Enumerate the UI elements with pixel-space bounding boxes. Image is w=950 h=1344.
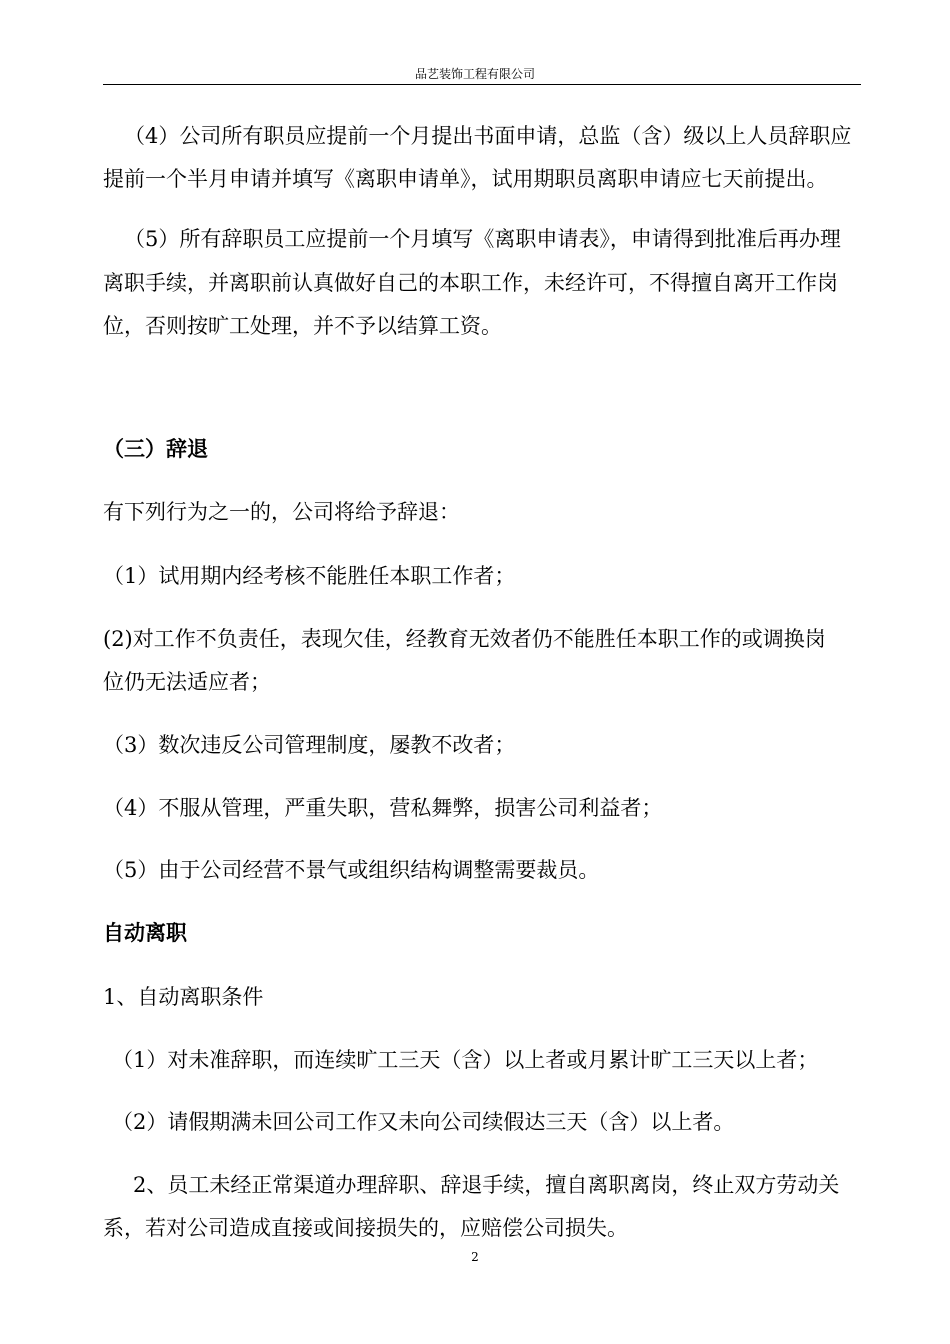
dismissal-item3: （3）数次违反公司管理制度，屡教不改者； <box>103 733 516 757</box>
auto-leave-heading: 自动离职 <box>103 920 187 945</box>
auto-leave-sub2-line2: 系，若对公司造成直接或间接损失的，应赔偿公司损失。 <box>103 1216 628 1240</box>
dismissal-item5: （5）由于公司经营不景气或组织结构调整需要裁员。 <box>103 858 600 882</box>
resign-item5-line3: 位，否则按旷工处理，并不予以结算工资。 <box>103 314 502 338</box>
dismissal-item4: （4）不服从管理，严重失职，营私舞弊，损害公司利益者； <box>103 796 663 820</box>
resign-item5-line1: （5）所有辞职员工应提前一个月填写《离职申请表》，申请得到批准后再办理 <box>124 227 841 251</box>
auto-leave-cond1: （1）对未准辞职，而连续旷工三天（含）以上者或月累计旷工三天以上者； <box>112 1048 819 1072</box>
resign-item5-line2: 离职手续，并离职前认真做好自己的本职工作，未经许可，不得擅自离开工作岗 <box>103 271 838 295</box>
header-company-name: 品艺装饰工程有限公司 <box>414 67 535 81</box>
resign-item4-line2: 提前一个半月申请并填写《离职申请单》，试用期职员离职申请应七天前提出。 <box>103 167 828 191</box>
dismissal-heading: （三）辞退 <box>103 436 208 461</box>
auto-leave-cond2: （2）请假期满未回公司工作又未向公司续假达三天（含）以上者。 <box>112 1110 735 1134</box>
dismissal-item2-line1: (2)对工作不负责任，表现欠佳，经教育无效者仍不能胜任本职工作的或调换岗 <box>103 627 826 651</box>
auto-leave-sub2-line1: 2、员工未经正常渠道办理辞职、辞退手续，擅自离职离岗，终止双方劳动关 <box>133 1173 840 1197</box>
page-number: 2 <box>471 1250 479 1264</box>
auto-leave-sub1: 1、自动离职条件 <box>103 985 264 1009</box>
dismissal-item1: （1）试用期内经考核不能胜任本职工作者； <box>103 564 516 588</box>
header-divider <box>103 84 861 85</box>
dismissal-item2-line2: 位仍无法适应者； <box>103 670 271 694</box>
resign-item4-line1: （4）公司所有职员应提前一个月提出书面申请，总监（含）级以上人员辞职应 <box>124 124 852 148</box>
dismissal-intro: 有下列行为之一的，公司将给予辞退： <box>103 500 460 524</box>
